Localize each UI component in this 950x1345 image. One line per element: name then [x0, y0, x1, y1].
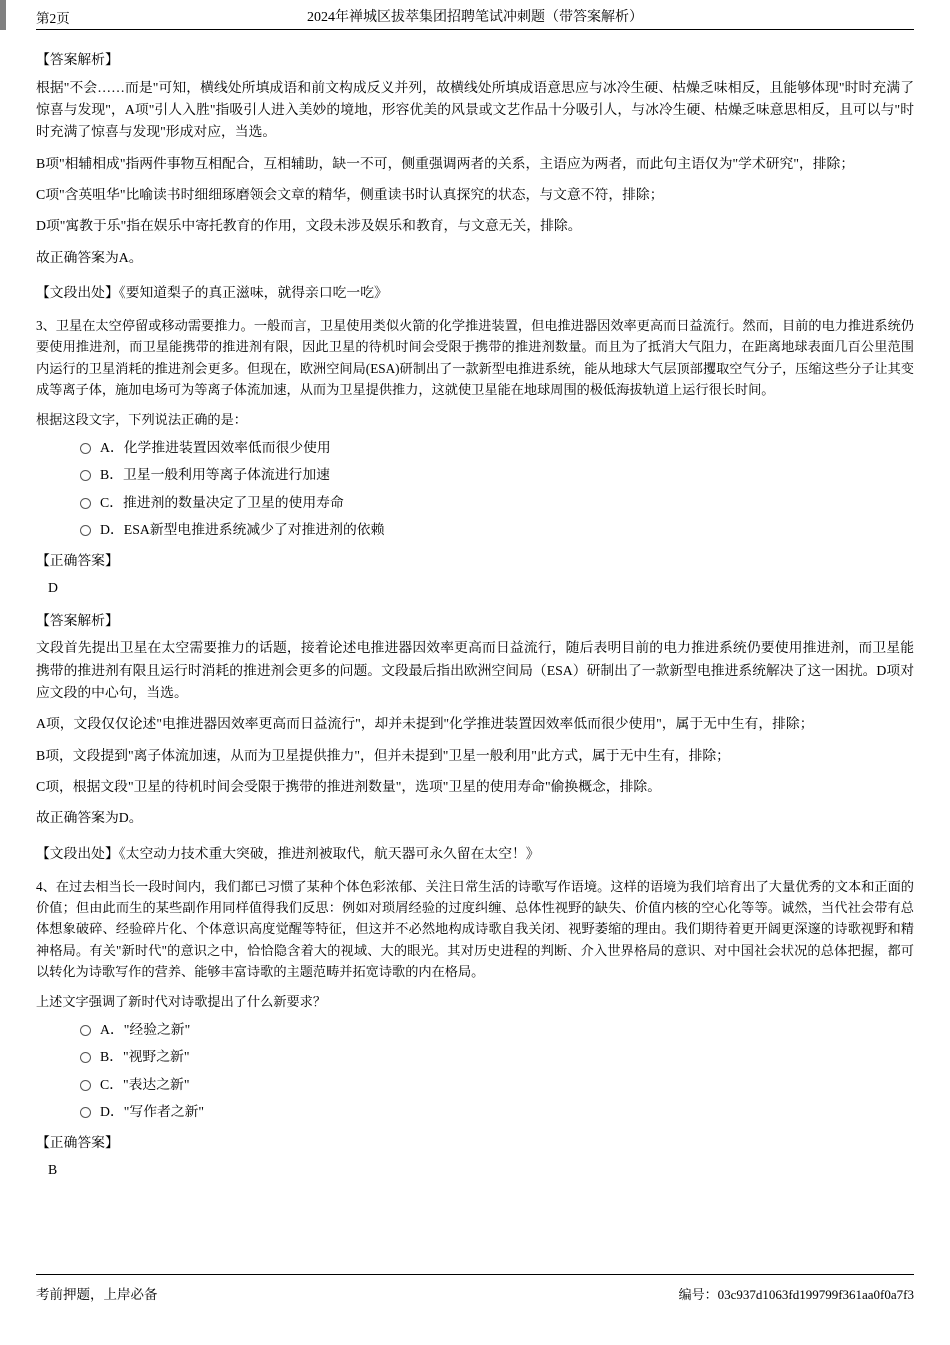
option-row[interactable]	[36, 1020, 914, 1039]
correct-answer-value: D	[48, 579, 58, 595]
source-text: 《要知道梨子的真正滋味，就得亲口吃一吃》	[118, 285, 388, 301]
correct-answer-value: B	[48, 1161, 58, 1177]
option-label: A．"经验之新"	[100, 1021, 191, 1037]
source-line	[36, 281, 914, 301]
footer-divider	[36, 1274, 914, 1275]
question-3	[36, 315, 914, 862]
header-divider	[36, 29, 914, 30]
analysis-paragraph: C项"含英咀华"比喻读书时细细琢磨领会文章的精华，侧重读书时认真探究的状态，与文意不符，排除；	[36, 187, 664, 203]
question-prompt: 根据这段文字，下列说法正确的是：	[36, 411, 247, 427]
source-line	[36, 842, 914, 862]
option-row[interactable]	[36, 1047, 914, 1066]
radio-button-icon[interactable]	[80, 1080, 91, 1091]
option-list	[36, 438, 914, 539]
radio-button-icon[interactable]	[80, 1107, 91, 1118]
radio-button-icon[interactable]	[80, 525, 91, 536]
question-4	[36, 876, 914, 1181]
option-row[interactable]	[36, 438, 914, 457]
footer-code-label: 编号：	[678, 1287, 718, 1302]
analysis-paragraph: D项"寓教于乐"指在娱乐中寄托教育的作用，文段未涉及娱乐和教育，与文意无关，排除。	[36, 218, 582, 234]
option-label: C．"表达之新"	[100, 1076, 190, 1092]
option-list	[36, 1020, 914, 1121]
footer-note: 考前押题，上岸必备	[36, 1287, 158, 1302]
option-row[interactable]	[36, 1075, 914, 1094]
option-row[interactable]	[36, 520, 914, 539]
analysis-conclusion: 故正确答案为A。	[36, 249, 143, 265]
option-label: B．"视野之新"	[100, 1049, 190, 1065]
analysis-paragraph: B项"相辅相成"指两件事物互相配合，互相辅助，缺一不可，侧重强调两者的关系，主语应为两者，而此句主语仅为"学术研究"，排除；	[36, 155, 855, 171]
analysis-paragraph: C项，根据文段"卫星的待机时间会受限于携带的推进剂数量"，选项"卫星的使用寿命"偷换概念，排除。	[36, 779, 661, 794]
option-row[interactable]	[36, 493, 914, 512]
analysis-paragraph: 根据"不会……而是"可知，横线处所填成语和前文构成反义并列，故横线处所填成语意思应与冰冷生硬、枯燥乏味相反，且能够体现"时时充满了惊喜与发现"，A项"引人入胜"指吸引人进入美妙的境地，形容优美的风景或文艺作品十分吸引人，与冰冷生硬、枯燥乏味意思相反，且可以与"时时充满了惊喜与发现"形成对应，当选。	[36, 79, 914, 140]
option-label: B．卫星一般利用等离子体流进行加速	[100, 467, 330, 483]
document-title: 2024年禅城区拔萃集团招聘笔试冲刺题（带答案解析）	[307, 10, 643, 25]
footer-code-value: 03c937d1063fd199799f361aa0f0a7f3	[717, 1287, 914, 1302]
question-stem: 4、在过去相当长一段时间内，我们都已习惯了某种个体色彩浓郁、关注日常生活的诗歌写作语境。这样的语境为我们培育出了大量优秀的文本和正面的价值；但由此而生的某些副作用同样值得我们反思：例如对琐屑经验的过度纠缠、总体性视野的缺失、价值内核的空心化等等。诚然，当代社会带有总体想象破碎、经验碎片化、个体意识高度觉醒等特征，但这并不必然地构成诗歌自我关闭、视野萎缩的理由。我们期待着更开阔更深邃的诗歌视野和精神格局。有关"新时代"的意识之中，恰恰隐含着大的视域、大的眼光。其对历史进程的判断、介入世界格局的意识、对中国社会状况的总体把握，都可以转化为诗歌写作的营养、能够丰富诗歌的主题范畴并拓宽诗歌的内在格局。	[36, 878, 914, 980]
radio-button-icon[interactable]	[80, 470, 91, 481]
source-text: 《太空动力技术重大突破，推进剂被取代，航天器可永久留在太空！》	[118, 845, 540, 861]
option-label: D．"写作者之新"	[100, 1103, 205, 1119]
analysis-paragraph: B项，文段提到"离子体流加速，从而为卫星提供推力"，但并未提到"卫星一般利用"此方式，属于无中生有，排除；	[36, 747, 730, 763]
radio-button-icon[interactable]	[80, 498, 91, 509]
option-label: D．ESA新型电推进系统减少了对推进剂的依赖	[100, 521, 385, 537]
option-row[interactable]	[36, 465, 914, 484]
analysis-label: 【答案解析】	[36, 612, 119, 628]
option-row[interactable]	[36, 1102, 914, 1121]
source-label: 【文段出处】	[36, 285, 119, 301]
page-header	[0, 0, 950, 30]
analysis-label: 【答案解析】	[36, 52, 119, 67]
option-label: C．推进剂的数量决定了卫星的使用寿命	[100, 494, 344, 510]
source-label: 【文段出处】	[36, 845, 119, 861]
question-stem: 3、卫星在太空停留或移动需要推力。一般而言，卫星使用类似火箭的化学推进装置，但电推进器因效率更高而日益流行。然而，目前的电力推进系统仍要使用推进剂，而卫星能携带的推进剂有限，因此卫星的待机时间会受限于携带的推进剂数量。而且为了抵消大气阻力，在距离地球表面几百公里范围内运行的卫星消耗的推进剂会更多。但现在，欧洲空间局(ESA)研制出了一款新型电推进系统，能从地球大气层顶部攫取空气分子，压缩这些分子让其变成等离子体，施加电场可为等离子体流加速，从而为卫星提供推力，这就使卫星能在地球周围的极低海拔轨道上运行很长时间。	[36, 318, 914, 398]
radio-button-icon[interactable]	[80, 1025, 91, 1036]
correct-answer-label: 【正确答案】	[36, 1135, 119, 1151]
footer-bottom-spacer	[0, 1331, 950, 1345]
correct-answer-label: 【正确答案】	[36, 553, 119, 569]
footer-code	[679, 1284, 914, 1303]
radio-button-icon[interactable]	[80, 443, 91, 454]
analysis-conclusion: 故正确答案为D。	[36, 810, 143, 826]
analysis-paragraph: A项，文段仅仅论述"电推进器因效率更高而日益流行"，却并未提到"化学推进装置因效率低而很少使用"，属于无中生有，排除；	[36, 716, 814, 732]
analysis-paragraph: 文段首先提出卫星在太空需要推力的话题，接着论述电推进器因效率更高而日益流行，随后表明目前的电力推进系统仍要使用推进剂，而卫星能携带的推进剂有限且运行时消耗的推进剂会更多的问题。文段最后指出欧洲空间局（ESA）研制出了一款新型电推进系统解决了这一困扰。D项对应文段的中心句，当选。	[36, 640, 914, 700]
question-prompt: 上述文字强调了新时代对诗歌提出了什么新要求？	[36, 993, 327, 1009]
document-body	[36, 38, 914, 1185]
option-label: A．化学推进装置因效率低而很少使用	[100, 439, 331, 455]
page-number-label: 第2页	[36, 11, 70, 26]
radio-button-icon[interactable]	[80, 1052, 91, 1063]
